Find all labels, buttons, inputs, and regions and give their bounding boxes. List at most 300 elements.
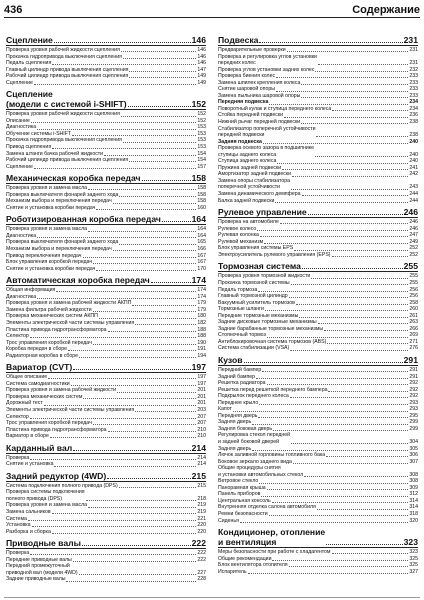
entry-page: 269	[409, 332, 418, 339]
dot-leader	[123, 58, 196, 59]
entry-title: Задняя подвеска	[218, 138, 262, 145]
dot-leader	[32, 526, 197, 527]
entry-page: 232	[409, 66, 418, 73]
entry-title: Замена сальников	[6, 508, 51, 515]
entry-page: 263	[409, 319, 418, 326]
entry-page: 291	[409, 366, 418, 373]
dot-leader	[275, 202, 408, 203]
dot-leader	[44, 405, 197, 406]
entry-page: 299	[409, 419, 418, 426]
dot-leader	[315, 156, 408, 157]
entry-page: 164	[197, 226, 206, 233]
dot-leader	[129, 71, 196, 72]
entry-page: 243	[409, 184, 418, 191]
section-title: Тормозная система	[218, 261, 301, 272]
entry-page: 312	[409, 491, 418, 498]
entry-title: Регулировка стекол передней и задней боковой дверей	[218, 432, 291, 445]
dot-leader	[267, 337, 408, 338]
dot-leader	[119, 487, 197, 488]
dot-leader	[259, 42, 402, 43]
entry-page: 231	[409, 47, 418, 53]
entry-page: 236	[409, 112, 418, 119]
entry-page: 293	[409, 406, 418, 413]
entry-title: Ремни безопасности	[218, 511, 268, 517]
dot-leader	[108, 431, 197, 432]
entry-title: Замена фильтра рабочей жидкости	[6, 306, 92, 313]
section-heading	[6, 35, 206, 46]
entry-title: Стояночный тормоз	[218, 332, 266, 339]
entry-page: 214	[197, 461, 206, 468]
entry-title: Предварительные проверки	[218, 47, 286, 53]
section-heading	[6, 89, 206, 110]
entry-title: Прокачка гидропривода выключения сцепления	[6, 137, 122, 144]
entry-page: 241	[409, 164, 418, 171]
entry-title: Радиаторная коробка в сборе	[6, 352, 79, 359]
dot-leader	[280, 223, 409, 224]
entry-title: Задние приводные валы	[6, 576, 66, 583]
entry-page: 210	[197, 433, 206, 440]
section-title: Автоматическая коробка передач	[6, 275, 150, 286]
entry-page: 222	[197, 556, 206, 563]
entry-page: 233	[409, 86, 418, 93]
entry-title: Передние приводные валы	[6, 556, 72, 563]
dot-leader	[304, 476, 408, 477]
toc-section	[6, 471, 206, 535]
entry-page: 170	[197, 265, 206, 272]
dot-leader	[128, 106, 191, 107]
entry-page: 146	[197, 53, 206, 60]
entry-page: 246	[409, 225, 418, 232]
entry-title: Панорамная крыша	[218, 484, 266, 491]
dot-leader	[34, 168, 196, 169]
entry-page: 314	[409, 497, 418, 504]
toc-entry	[218, 178, 418, 191]
entry-title: Капот	[218, 406, 232, 413]
entry-page: 260	[409, 306, 418, 313]
entry-title: Замена опоры стабилизатора поперечной устойчивости	[218, 177, 291, 191]
dot-leader	[50, 437, 196, 438]
entry-title: Система	[6, 515, 27, 522]
entry-title: Снятие шаровой опоры	[218, 86, 275, 93]
entry-title: Замена пыльника шаровой опоры	[218, 92, 301, 99]
entry-page: 320	[409, 517, 418, 524]
dot-leader	[93, 263, 196, 264]
entry-title: Проверка	[6, 454, 30, 461]
entry-page: 325	[409, 562, 418, 569]
dot-leader	[287, 51, 409, 52]
dot-leader	[316, 136, 408, 137]
dot-leader	[121, 51, 196, 52]
entry-page: 231	[409, 60, 418, 67]
entry-page: 240	[409, 151, 418, 158]
dot-leader	[52, 64, 196, 65]
entry-title: Селектор	[6, 413, 29, 420]
entry-page: 160	[197, 204, 206, 211]
entry-page: 255	[409, 273, 418, 280]
dot-leader	[301, 123, 408, 124]
dot-leader	[265, 310, 408, 311]
dot-leader	[30, 554, 196, 555]
toc-section	[6, 443, 206, 468]
entry-title: Задняя боковая дверь	[218, 425, 273, 432]
entry-page: 249	[409, 238, 418, 245]
toc-section	[218, 35, 418, 204]
dot-leader	[327, 343, 408, 344]
section-title: Кузов	[218, 354, 243, 365]
dot-leader	[119, 196, 196, 197]
entry-title: Проверка уровня и замена масла	[6, 226, 88, 233]
entry-page: 314	[409, 504, 418, 511]
entry-page: 191	[197, 346, 206, 353]
dot-leader	[240, 522, 408, 523]
dot-leader	[258, 417, 408, 418]
entry-title: Задний бампер	[218, 373, 256, 380]
entry-page: 240	[409, 158, 418, 165]
dot-leader	[30, 337, 197, 338]
entry-title: Проверка выключателя фонарей заднего хода	[6, 239, 119, 246]
dot-leader	[277, 163, 408, 164]
dot-leader	[258, 291, 408, 292]
entry-page: 215	[197, 482, 206, 489]
dot-leader	[269, 104, 408, 105]
entry-title: Передняя подвеска	[218, 99, 269, 106]
section-title: Сцепление	[6, 35, 53, 45]
section-heading	[6, 173, 206, 184]
section-page: 291	[403, 354, 418, 365]
entry-title: Центральная консоль	[218, 497, 271, 504]
dot-leader	[30, 459, 196, 460]
entry-page: 197	[197, 374, 206, 381]
dot-leader	[83, 398, 196, 399]
entry-page: 149	[197, 79, 206, 86]
entry-title: Проверка	[6, 550, 30, 557]
section-heading	[6, 471, 206, 482]
entry-page: 292	[409, 386, 418, 393]
dot-leader	[276, 77, 408, 78]
dot-leader	[332, 553, 409, 554]
entry-page: 174	[197, 293, 206, 300]
dot-leader	[259, 483, 408, 484]
section-heading	[6, 275, 206, 286]
entry-title: Прокачка тормозной системы	[218, 279, 290, 286]
entry-page: 153	[197, 144, 206, 151]
entry-page: 266	[409, 325, 418, 332]
section-page: 215	[191, 470, 206, 481]
section-title: Карданный вал	[6, 442, 73, 453]
dot-leader	[117, 392, 196, 393]
entry-page: 238	[409, 132, 418, 139]
entry-title: Трос управления коробкой передач	[6, 420, 92, 427]
entry-title: Вакуумный усилитель тормозов	[218, 299, 295, 306]
section-heading	[218, 261, 418, 272]
dot-leader	[79, 357, 196, 358]
entry-page: 318	[409, 511, 418, 517]
section-page: 152	[191, 99, 206, 110]
dot-leader	[54, 42, 191, 43]
dot-leader	[54, 466, 196, 467]
entry-title: Передний промежуточный приводной вал (модели 4WD)	[6, 563, 78, 576]
entry-page: 291	[409, 373, 418, 380]
entry-page: 220	[197, 528, 206, 535]
entry-page: 306	[409, 452, 418, 459]
entry-title: Рулевое колесо	[218, 225, 257, 232]
entry-page: 234	[409, 99, 418, 106]
entry-title: Механизм выбора и переключения передач	[6, 198, 112, 205]
entry-title: Пружина задней подвески	[218, 164, 282, 171]
dot-leader	[31, 122, 196, 123]
toc-entry	[218, 145, 418, 158]
dot-leader	[294, 250, 408, 251]
dot-leader	[86, 500, 197, 501]
toc-left-column	[6, 32, 206, 584]
toc-entry	[6, 576, 206, 583]
entry-page: 256	[409, 293, 418, 300]
section-page: 197	[191, 362, 206, 373]
entry-page: 220	[197, 522, 206, 529]
entry-title: Общая информация	[6, 287, 56, 294]
entry-title: Антиблокировочная система тормозов (ABS)	[218, 338, 327, 345]
section-title: Вариатор (CVT)	[6, 362, 73, 373]
dot-leader	[260, 236, 408, 237]
dot-leader	[107, 478, 190, 479]
entry-page: 153	[197, 137, 206, 144]
entry-page: 299	[409, 425, 418, 432]
entry-page: 194	[197, 352, 206, 359]
entry-page: 292	[409, 393, 418, 400]
toc-section	[6, 214, 206, 272]
dot-leader	[121, 116, 196, 117]
dot-leader	[129, 77, 196, 78]
dot-leader	[289, 297, 409, 298]
section-title: Роботизированная коробка передач	[6, 214, 161, 225]
dot-leader	[267, 489, 409, 490]
entry-title: Рулевая колонка	[218, 232, 259, 239]
entry-page: 188	[197, 333, 206, 340]
dot-leader	[276, 91, 408, 92]
entry-page: 221	[197, 515, 206, 522]
dot-leader	[308, 214, 403, 215]
toc-section	[6, 89, 206, 170]
dot-leader	[132, 305, 196, 306]
entry-title: Общее описание	[6, 374, 48, 381]
toc-entry	[6, 529, 206, 536]
toc-entry	[218, 54, 418, 67]
toc-entry	[6, 563, 206, 576]
dot-leader	[73, 561, 197, 562]
entry-title: Задние барабанные тормозные механизмы	[218, 325, 324, 332]
entry-title: Привод переключения передач	[6, 252, 82, 259]
entry-page: 207	[197, 420, 206, 427]
dot-leader	[48, 378, 196, 379]
entry-title: Проверка уровня рабочей жидкости сцепления	[6, 111, 120, 118]
section-heading	[218, 527, 418, 548]
entry-title: Проверка выключателя фонарей заднего хода	[6, 191, 119, 198]
section-heading	[218, 35, 418, 46]
entry-title: Проверка уровня тормозной жидкости	[218, 273, 311, 280]
entry-page: 219	[197, 502, 206, 509]
entry-page: 218	[197, 495, 206, 502]
dot-leader	[326, 544, 402, 545]
dot-leader	[93, 311, 197, 312]
dot-leader	[282, 169, 408, 170]
entry-page: 179	[197, 306, 206, 313]
entry-page: 233	[409, 73, 418, 80]
dot-leader	[52, 513, 197, 514]
entry-title: Блок вентилятора отопителя	[218, 562, 288, 569]
entry-title: Замена шпилек крепления колеса	[218, 79, 301, 86]
toc-entry	[6, 205, 206, 212]
entry-page: 271	[409, 338, 418, 345]
entry-page: 201	[197, 400, 206, 407]
toc-section	[6, 362, 206, 439]
toc-entry	[6, 353, 206, 360]
section-heading	[218, 207, 418, 218]
dot-leader	[301, 84, 408, 85]
entry-title: Электроусилитель рулевого управления (EPS)	[218, 251, 331, 258]
entry-page: 203	[197, 406, 206, 413]
dot-leader	[290, 350, 408, 351]
entry-title: Диагностика	[6, 124, 37, 131]
entry-title: Передний бампер	[218, 366, 262, 373]
entry-title: Проверка уровня и замена рабочей жидкости АКПП	[6, 300, 132, 307]
entry-page: 234	[409, 105, 418, 112]
entry-title: Меры безопасности при работе с хладагентом	[218, 549, 331, 556]
entry-title: Передняя дверь	[218, 412, 258, 419]
entry-title: Вариатор в сборе	[6, 433, 49, 440]
entry-page: 227	[197, 569, 206, 576]
toc-section	[6, 538, 206, 583]
entry-title: Проверка уровня и замена рабочей жидкости	[6, 387, 117, 394]
entry-title: Диагностика	[6, 232, 37, 239]
entry-title: Проверка и регулировка углов установки передних колес	[218, 53, 317, 67]
entry-title: Замена динамического демпфера	[218, 191, 301, 198]
dot-leader	[262, 371, 408, 372]
entry-page: 167	[197, 252, 206, 259]
dot-leader	[248, 573, 409, 574]
section-heading	[6, 443, 206, 454]
dot-leader	[113, 250, 197, 251]
entry-page: 304	[409, 438, 418, 445]
entry-title: Педаль сцепления	[6, 60, 52, 67]
dot-leader	[302, 195, 409, 196]
section-page: 323	[403, 537, 418, 548]
dot-leader	[52, 148, 196, 149]
dot-leader	[135, 411, 196, 412]
entry-page: 149	[197, 73, 206, 80]
dot-leader	[79, 574, 197, 575]
entry-title: Переднее крыло	[218, 399, 259, 406]
entry-title: Замена штанги бачка рабочей жидкости	[6, 150, 104, 157]
dot-leader	[151, 282, 191, 283]
dot-leader	[315, 71, 408, 72]
dot-leader	[264, 243, 408, 244]
dot-leader	[263, 143, 408, 144]
toc-entry	[218, 432, 418, 445]
entry-title: Боковое зеркало заднего вида	[218, 458, 292, 465]
section-page: 158	[191, 173, 206, 184]
section-title: Сцепление (модели с системой i-SHIFT)	[6, 89, 127, 110]
entry-title: Описание	[6, 117, 30, 124]
toc-section	[6, 275, 206, 359]
dot-leader	[99, 318, 197, 319]
entry-page: 309	[409, 484, 418, 491]
entry-title: Рабочий цилиндр привода выключения сцепления	[6, 73, 129, 80]
entry-page: 219	[197, 508, 206, 515]
entry-page: 158	[197, 185, 206, 192]
entry-page: 323	[409, 549, 418, 556]
dot-leader	[259, 404, 408, 405]
entry-page: 165	[197, 239, 206, 246]
dot-leader	[88, 507, 196, 508]
toc-section	[218, 355, 418, 524]
dot-leader	[52, 533, 197, 534]
entry-title: Прокачка гидропривода выключения сцепления	[6, 53, 122, 60]
page-title: Содержание	[352, 4, 420, 16]
entry-title: Панель приборов	[218, 491, 261, 498]
entry-title: Диагностика	[6, 293, 37, 300]
entry-title: Рабочий цилиндр привода выключения сцепления	[6, 157, 129, 164]
dot-leader	[83, 257, 197, 258]
dot-leader	[269, 515, 409, 516]
toc-entry	[6, 433, 206, 440]
entry-page: 256	[409, 286, 418, 293]
dot-leader	[73, 369, 190, 370]
dot-leader	[129, 161, 196, 162]
dot-leader	[291, 443, 408, 444]
entry-page: 188	[197, 326, 206, 333]
dot-leader	[233, 411, 408, 412]
entry-page: 167	[197, 259, 206, 266]
dot-leader	[135, 324, 196, 325]
entry-title: Дорожный тест	[6, 400, 43, 407]
entry-page: 244	[409, 197, 418, 204]
entry-page: 233	[409, 92, 418, 99]
dot-leader	[123, 142, 196, 143]
dot-leader	[96, 270, 196, 271]
entry-title: Проверка биения колес	[218, 73, 276, 80]
entry-page: 201	[197, 393, 206, 400]
entry-page: 157	[197, 163, 206, 170]
section-heading	[6, 538, 206, 549]
entry-title: Главный цилиндр привода выключения сцепления	[6, 66, 129, 73]
dot-leader	[291, 284, 409, 285]
dot-leader	[291, 189, 408, 190]
dot-leader	[93, 344, 197, 345]
dot-leader	[318, 323, 409, 324]
dot-leader	[311, 278, 408, 279]
entry-title: Проверка уровня и замена масла	[6, 502, 88, 509]
toc-entry	[218, 126, 418, 139]
section-page: 214	[191, 442, 206, 453]
entry-title: Нижний рычаг передней подвески	[218, 119, 301, 126]
entry-title: Пластина привода гидротрансформатора	[6, 326, 107, 333]
dot-leader	[66, 581, 196, 582]
dot-leader	[324, 330, 408, 331]
entry-title: Сцепление	[6, 79, 33, 86]
dot-leader	[93, 424, 197, 425]
dot-leader	[88, 189, 196, 190]
entry-title: Поворотный кулак и ступица переднего колеса	[218, 105, 332, 112]
dot-leader	[244, 362, 403, 363]
dot-leader	[289, 566, 409, 567]
entry-page: 258	[409, 299, 418, 306]
entry-title: Блок управления системы EPS	[218, 245, 294, 252]
entry-page: 146	[197, 60, 206, 67]
entry-title: Разборка и сборка	[6, 528, 51, 535]
entry-page: 222	[197, 550, 206, 557]
entry-title: Проверка осевого зазора в подшипнике ступицы заднего колеса	[218, 145, 314, 158]
dot-leader	[326, 456, 408, 457]
